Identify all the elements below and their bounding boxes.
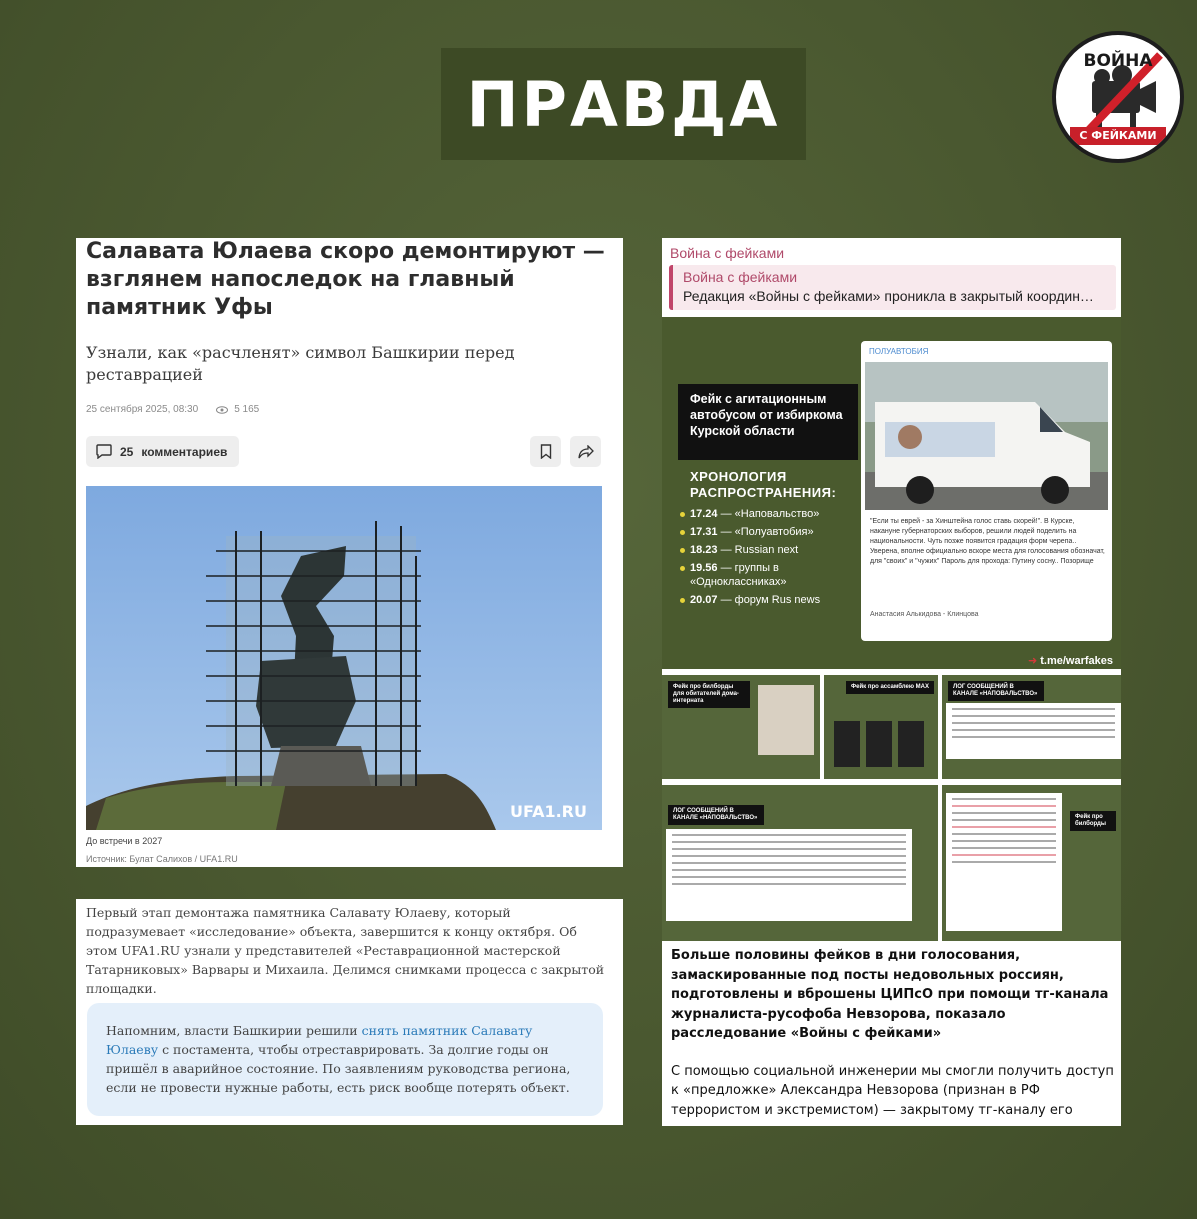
photo-source: Источник: Булат Салихов / UFA1.RU (86, 854, 238, 864)
views-count: 5 165 (234, 404, 260, 415)
thumbnail[interactable] (942, 785, 1121, 941)
fake-title-line: Курской области (690, 424, 795, 438)
article-card (76, 238, 623, 867)
fact-check-poster (662, 317, 1121, 669)
chronology-item: 18.23 — Russian next (680, 543, 830, 557)
share-button[interactable] (570, 436, 601, 467)
thumbnail[interactable] (942, 675, 1121, 779)
photo-watermark: UFA1.RU (510, 802, 587, 821)
description-normal: С помощью социальной инженерии мы смогли получить доступ к «предложке» Александра Невзорова (признан в РФ террористом и экстремистом) — закрытому тг-каналу его (671, 1063, 1114, 1118)
comments-count: 25 (120, 444, 134, 459)
article-headline: Салавата Юлаева скоро демонтируют — взглянем напоследок на главный памятник Уфы (86, 239, 605, 320)
thumbnail-label: Фейк про билборды (1070, 811, 1116, 831)
description-bold: Больше половины фейков в дни голосования, замаскированные под посты недовольных россиян, подготовлены и вброшены ЦИПсО при помощи тг-канала журналиста-русофоба Невзорова, показало расследование «Войны с фейками» (671, 948, 1109, 1041)
logo-top-text: ВОЙНА (1083, 51, 1153, 71)
thumbnail[interactable] (662, 675, 820, 779)
chronology-item: 20.07 — форум Rus news (680, 593, 830, 607)
quote-text: Редакция «Войны с фейками» проникла в закрытый координ… (683, 288, 1094, 304)
thumbnail-label: ЛОГ СООБЩЕНИЙ В КАНАЛЕ «НАПОВАЛЬСТВО» (668, 805, 764, 825)
fake-title-line: автобусом от избиркома (690, 408, 843, 422)
comments-label: комментариев (141, 444, 228, 459)
logo-bottom-text: С ФЕЙКАМИ (1070, 127, 1166, 145)
chronology-title (690, 469, 836, 501)
chronology-item: 17.24 — «Наповальство» (680, 507, 830, 521)
article-body-card (76, 899, 623, 1125)
bookmark-button[interactable] (530, 436, 561, 467)
article-subtitle: Узнали, как «расчленят» символ Башкирии перед реставрацией (86, 343, 515, 384)
thumbnail-label: ЛОГ СООБЩЕНИЙ В КАНАЛЕ «НАПОВАЛЬСТВО» (948, 681, 1044, 701)
war-on-fakes-logo (1052, 31, 1184, 163)
fake-title-block (678, 384, 858, 460)
chronology-item: 17.31 — «Полуавтобия» (680, 525, 830, 539)
post-author: Анастасия Алькидова - Клинцова (870, 611, 979, 618)
comment-icon (96, 444, 112, 459)
post-text: "Если ты еврей - за Хинштейна голос ставь скорей!". В Курске, накануне губернаторских выборов, решили людей поделить на национальности. Чуть позже появится градация форм черепа.. Уверена, вполне официально вскоре места для голосования обозначат, для "своих" и "чужих" Пароль для прохода: Путину сосну.. Позорище (870, 518, 1105, 565)
note-prefix: Напомним, власти Башкирии решили (106, 1023, 362, 1038)
article-date: 25 сентября 2025, 08:30 (86, 404, 199, 415)
title-banner (441, 48, 806, 160)
telegram-post-card (662, 238, 1121, 1126)
reminder-note (87, 1003, 603, 1116)
eye-icon (216, 406, 228, 414)
article-body-paragraph: Первый этап демонтажа памятника Салавату Юлаеву, который подразумевает «исследование» объекта, завершится к концу октября. Об этом UFA1.RU узнали у представителей «Реставрационной мастерской Татарниковых» Варвары и Михаила. Делимся снимками процесса с закрытой площадки. (86, 905, 605, 996)
banner-title: ПРАВДА (466, 67, 781, 141)
chronology-list (680, 507, 830, 611)
chronology-item: 19.56 — группы в «Одноклассниках» (680, 561, 830, 589)
chronology-title-line: РАСПРОСТРАНЕНИЯ: (690, 485, 837, 500)
fake-title-line: Фейк с агитационным (690, 392, 827, 406)
note-suffix: с постамента, чтобы отреставрировать. За долгие годы он пришёл в аварийное состояние. По заявлениям руководства региона, если не провести нужные работы, есть риск вообще потерять объект. (106, 1042, 571, 1095)
thumbnail-label: Фейк про ассамблею МАХ (846, 681, 934, 694)
thumbnail[interactable] (824, 675, 938, 779)
fake-post-screenshot (861, 341, 1112, 641)
campaign-van-photo (865, 362, 1108, 510)
note-link[interactable]: снять памятник Салавату Юлаеву (106, 1023, 533, 1057)
bookmark-icon (540, 444, 552, 459)
photo-caption: До встречи в 2027 (86, 836, 163, 846)
post-description (671, 946, 1116, 1120)
comments-button[interactable] (86, 436, 239, 467)
chronology-title-line: ХРОНОЛОГИЯ (690, 469, 787, 484)
article-meta (86, 404, 259, 415)
monument-photo (86, 486, 602, 830)
views-counter (216, 404, 259, 415)
thumbnail[interactable] (662, 785, 938, 941)
channel-link[interactable]: ➜ t.me/warfakes (1028, 654, 1113, 667)
thumbnail-label: Фейк про билборды для обитателей дома-интерната (668, 681, 750, 708)
reply-quote[interactable] (669, 265, 1116, 310)
share-icon (578, 445, 594, 459)
channel-name[interactable]: Война с фейками (670, 245, 785, 261)
quote-title: Война с фейками (683, 269, 798, 285)
post-source: ПОЛУАВТОБИЯ (869, 347, 929, 356)
